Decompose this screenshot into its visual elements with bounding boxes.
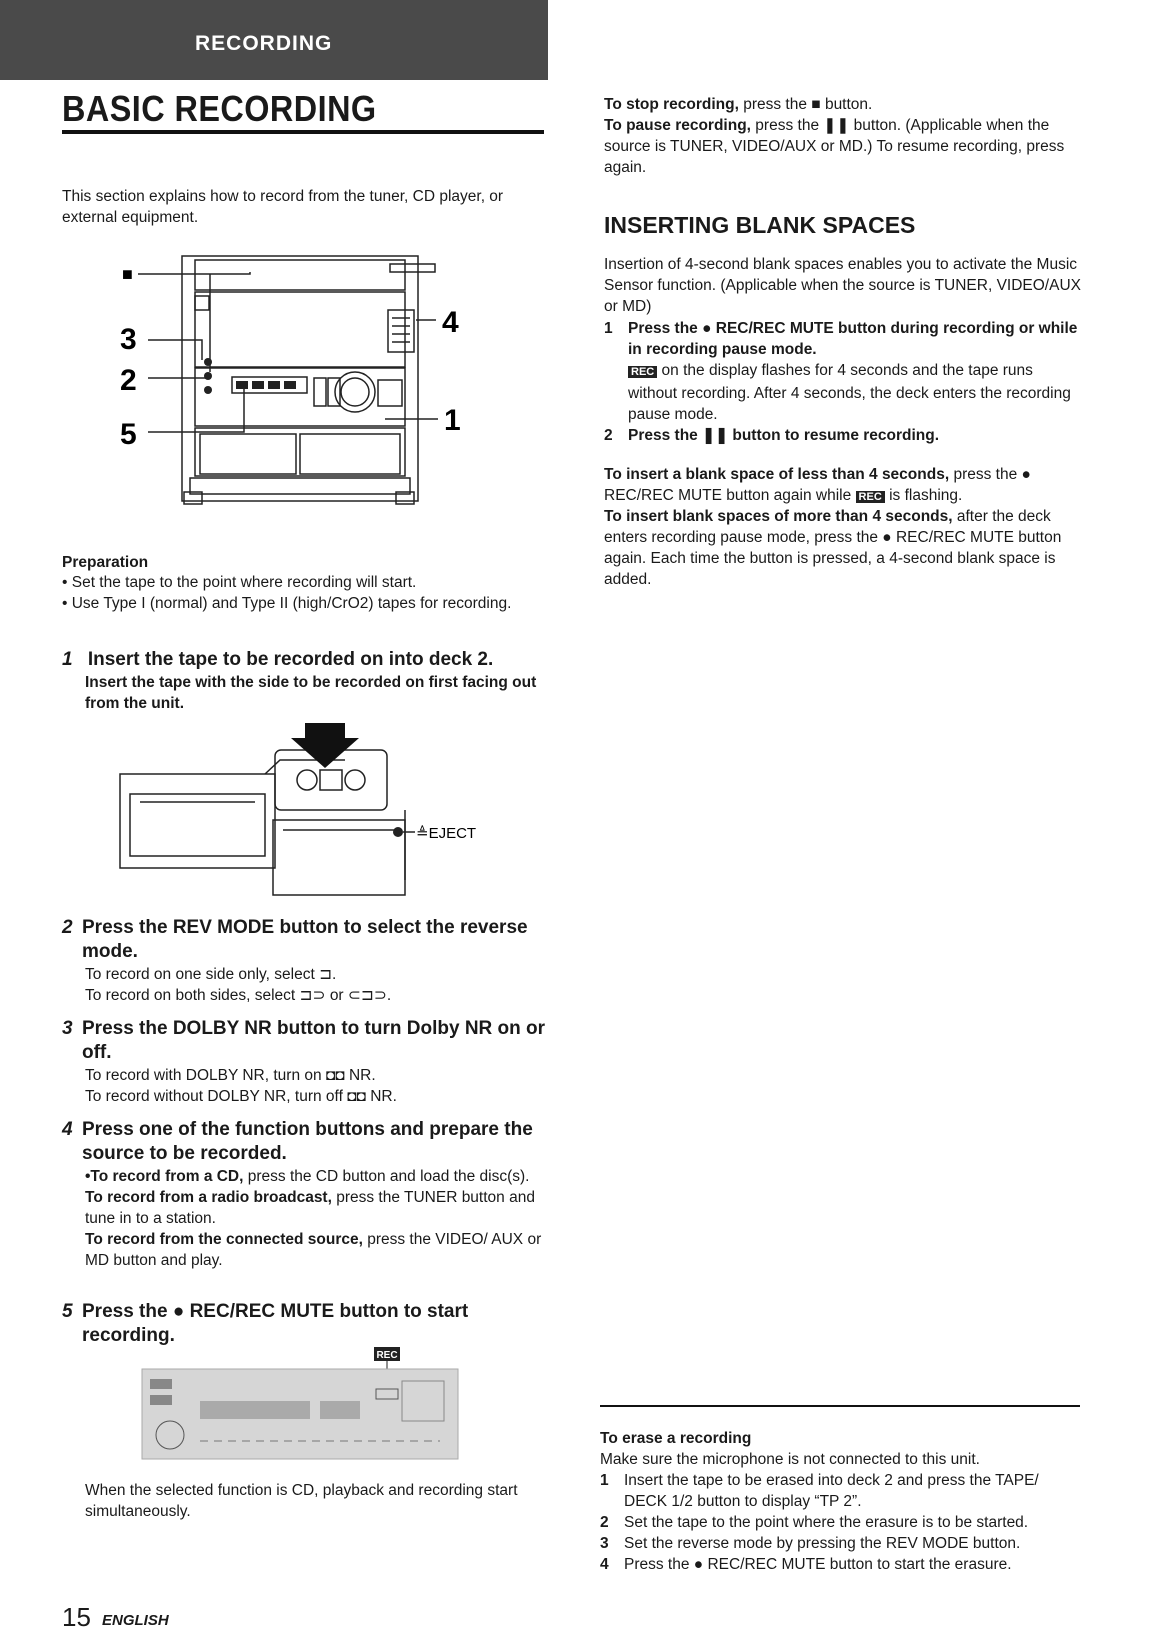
eject-button-icon — [393, 827, 403, 837]
step-number: 1 — [604, 320, 613, 337]
blank-less-text: To insert a blank space of less than 4 seconds, press the ● REC/REC MUTE button again while REC is flashing. — [604, 466, 1031, 504]
intro-text: This section explains how to record from the tuner, CD player, or external equipment. — [62, 188, 504, 226]
preparation-list — [62, 572, 552, 614]
callout-2: 2 — [120, 364, 137, 397]
rec-badge: REC — [628, 366, 657, 378]
step-title: Press the DOLBY NR button to turn Dolby NR on or off. — [82, 1018, 546, 1063]
erase-heading: To erase a recording — [600, 1430, 752, 1447]
pause-recording-text: To pause recording, press the ❚❚ button. (Applicable when the source is TUNER, VIDEO/AUX or MD.) To resume recording, press again. — [604, 117, 1065, 176]
step-number: 1 — [62, 649, 73, 670]
detail-line: To record with DOLBY NR, turn on ◘◘ NR. — [85, 1067, 376, 1084]
step-number: 2 — [604, 427, 613, 444]
step-1 — [62, 648, 552, 672]
step-5-note: When the selected function is CD, playback and recording start simultaneously. — [85, 1482, 518, 1520]
title-rule — [62, 130, 544, 134]
erase-step: 1 Insert the tape to be erased into deck 2 and press the TAPE/ DECK 1/2 button to display “TP 2”. — [600, 1472, 1039, 1510]
step-3 — [62, 1017, 552, 1065]
display-diagram — [140, 1345, 460, 1465]
page-title: BASIC RECORDING — [62, 88, 377, 129]
unit-diagram — [120, 252, 490, 534]
eject-label: ≜EJECT — [416, 825, 477, 842]
tape-window-1 — [388, 310, 414, 352]
step-2 — [62, 916, 552, 964]
language-label: ENGLISH — [102, 1612, 169, 1629]
step-3-detail — [85, 1065, 545, 1107]
insert-arrow-icon — [291, 723, 359, 768]
callout-stop: ■ — [122, 264, 133, 284]
detail-line: To record on one side only, select ⊐. — [85, 966, 337, 983]
section-tab — [0, 0, 548, 80]
rec-indicator-label: REC — [376, 1350, 398, 1361]
erase-intro: Make sure the microphone is not connected to this unit. — [600, 1451, 980, 1468]
step-title: Press the REV MODE button to select the reverse mode. — [82, 917, 528, 962]
detail-line: To record without DOLBY NR, turn off ◘◘ NR. — [85, 1088, 397, 1105]
step-title: Press the ● REC/REC MUTE button to start recording. — [82, 1301, 469, 1346]
detail-item: To record from the connected source, press the VIDEO/ AUX or MD button and play. — [85, 1231, 542, 1269]
step-number: 4 — [62, 1119, 73, 1140]
blank-spaces-intro: Insertion of 4-second blank spaces enables you to activate the Music Sensor function. (Applicable when the source is TUNER, VIDEO/AUX or MD) — [604, 256, 1081, 315]
step-title: Press the ● REC/REC MUTE button during recording or while in recording pause mode. — [628, 320, 1078, 358]
detail-line: To record on both sides, select ⊐⊃ or ⊂⊐⊃. — [85, 987, 392, 1004]
blank-spaces-heading: INSERTING BLANK SPACES — [604, 212, 916, 238]
step-title: Press the ❚❚ button to resume recording. — [628, 427, 940, 444]
blank-more-text: To insert blank spaces of more than 4 seconds, after the deck enters recording pause mode, press the ● REC/REC MUTE button again. Each time the button is pressed, a 4-second blank space is added. — [604, 508, 1062, 588]
step-number: 2 — [62, 917, 73, 938]
rec-badge: REC — [856, 491, 885, 503]
step-number: 3 — [62, 1018, 73, 1039]
section-label: RECORDING — [195, 32, 333, 55]
preparation-heading: Preparation — [62, 554, 149, 571]
callout-5: 5 — [120, 418, 137, 451]
step-4-detail — [85, 1166, 545, 1271]
step-number: 5 — [62, 1301, 73, 1322]
cassette-diagram — [115, 720, 505, 902]
erase-step: 3 Set the reverse mode by pressing the REV MODE button. — [600, 1535, 1021, 1552]
page-number: 15 — [62, 1602, 91, 1632]
callout-4: 4 — [442, 306, 459, 339]
step-title: Press one of the function buttons and prepare the source to be recorded. — [82, 1119, 533, 1164]
step-5 — [62, 1300, 552, 1348]
step-detail: on the display flashes for 4 seconds and the tape runs without recording. After 4 seconds, the deck enters the recording pause mode. — [628, 362, 1071, 423]
step-1-detail: Insert the tape with the side to be recorded on first facing out from the unit. — [85, 674, 537, 712]
detail-item: To record from a radio broadcast, press the TUNER button and tune in to a station. — [85, 1189, 535, 1227]
erase-steps — [600, 1470, 1086, 1575]
step-title: Insert the tape to be recorded on into deck 2. — [87, 649, 494, 670]
step-4 — [62, 1118, 552, 1166]
callout-3: 3 — [120, 323, 137, 356]
preparation-item: • Set the tape to the point where recording will start. — [62, 574, 417, 591]
detail-item: •To record from a CD, press the CD button and load the disc(s). — [85, 1168, 530, 1185]
step-2-detail — [85, 964, 545, 1006]
blank-step-1 — [604, 318, 1086, 446]
erase-step: 2 Set the tape to the point where the erasure is to be started. — [600, 1514, 1029, 1531]
erase-step: 4 Press the ● REC/REC MUTE button to start the erasure. — [600, 1556, 1012, 1573]
preparation-item: • Use Type I (normal) and Type II (high/CrO2) tapes for recording. — [62, 595, 512, 612]
stop-recording-text: To stop recording, press the ■ button. — [604, 96, 873, 113]
callout-1: 1 — [444, 404, 461, 437]
section-rule — [600, 1405, 1080, 1407]
